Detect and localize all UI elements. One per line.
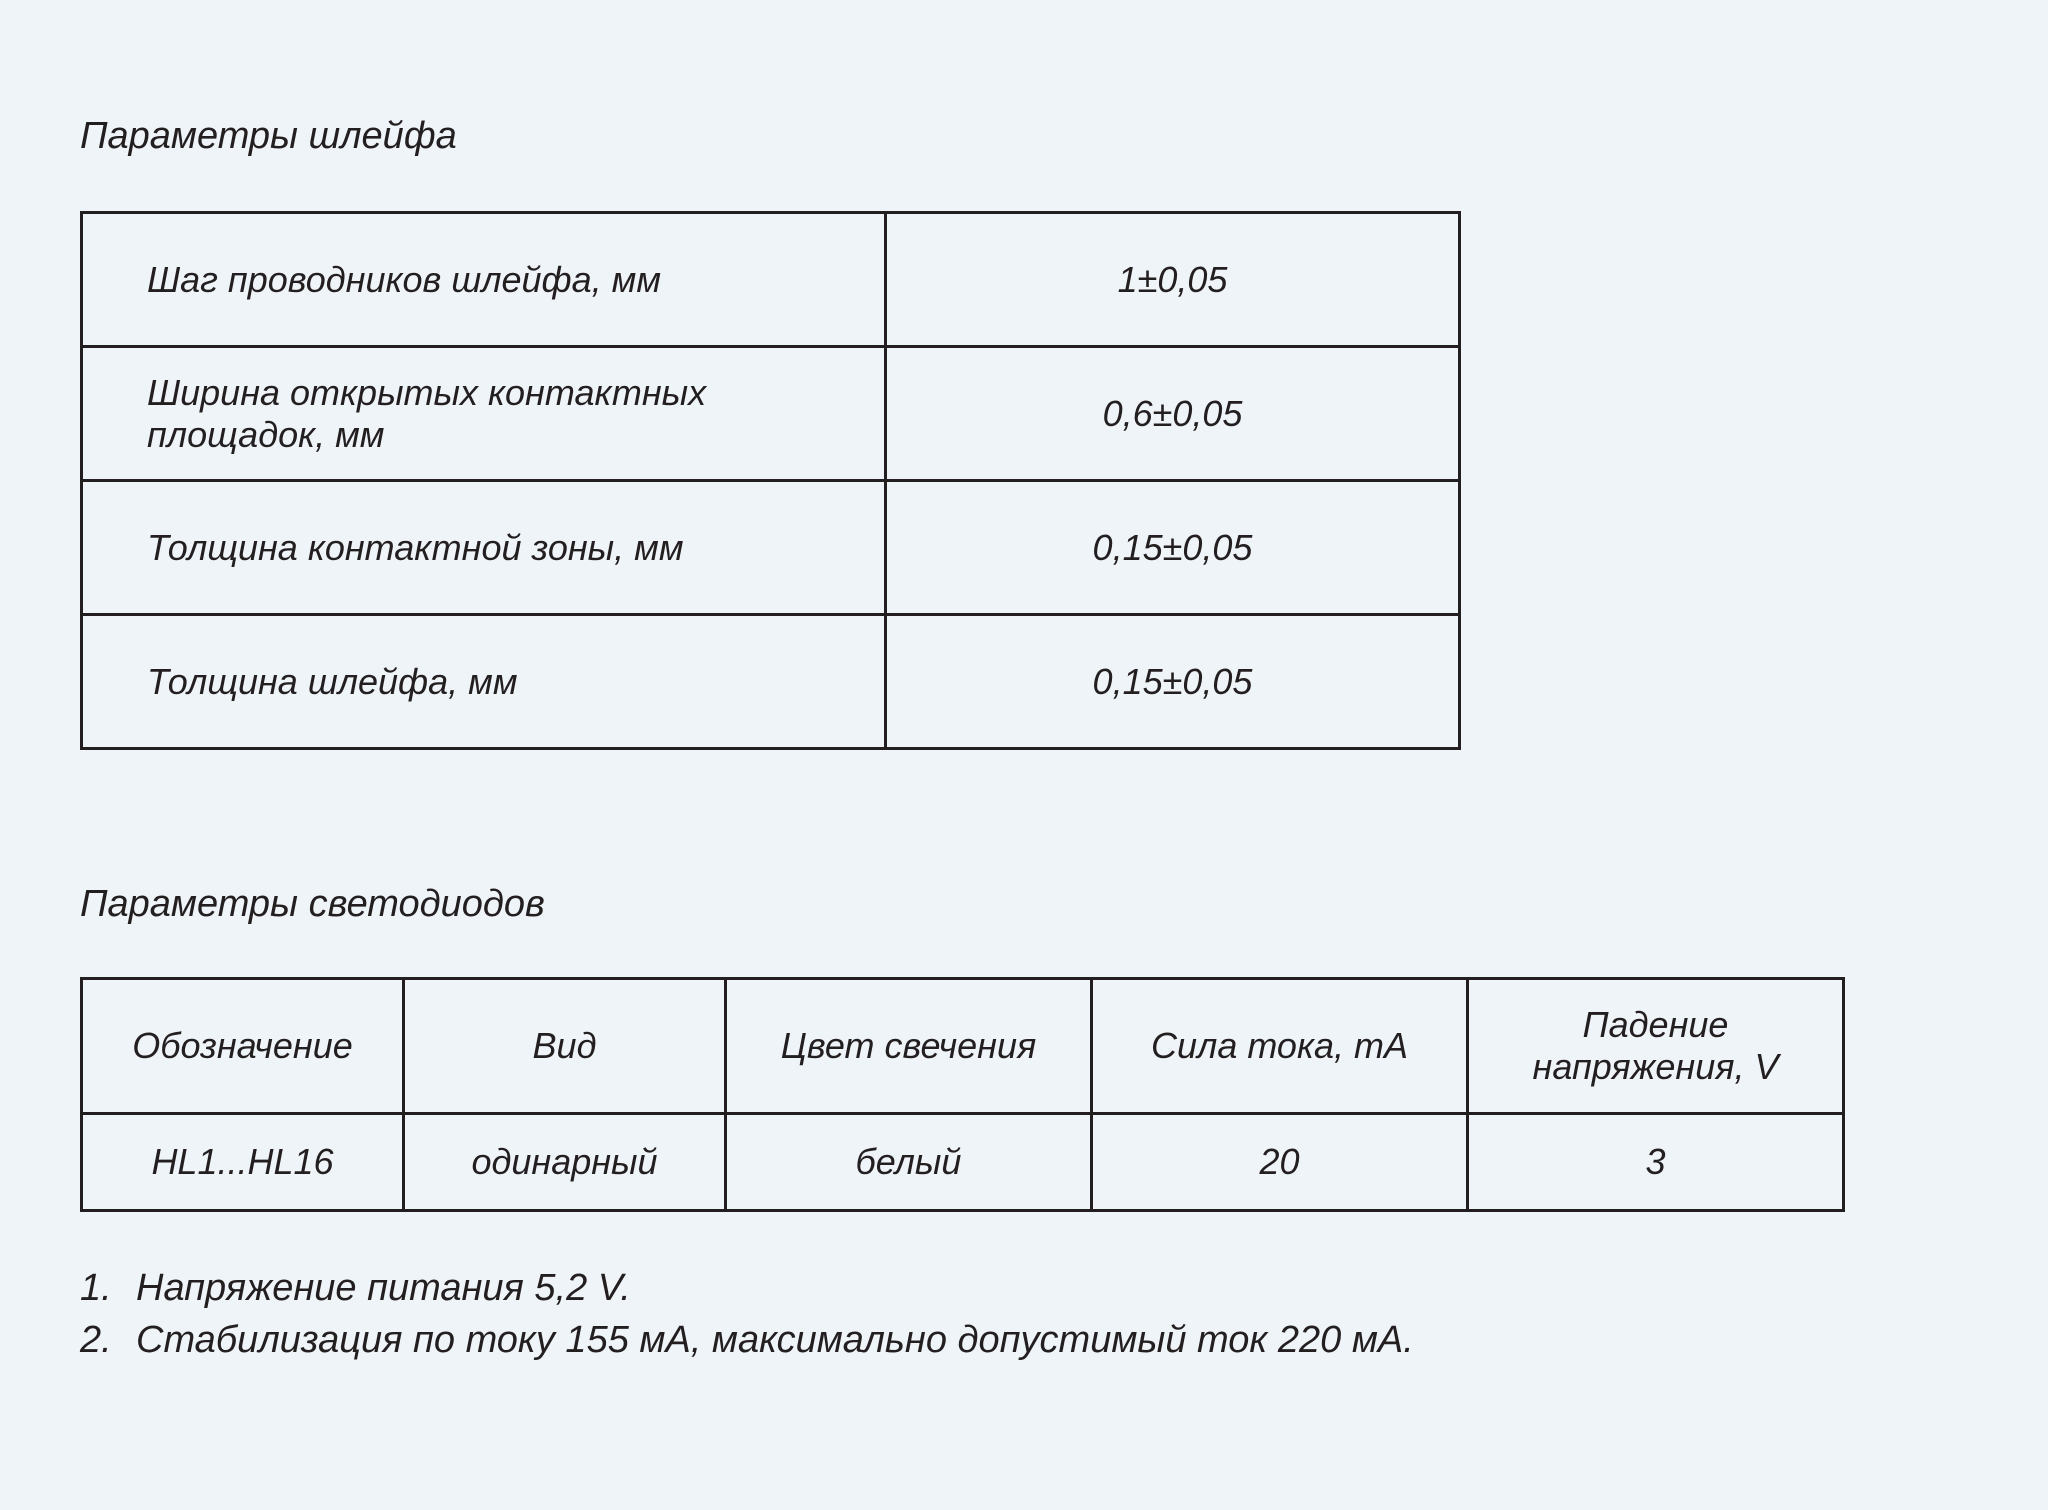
table-row <box>82 347 1460 481</box>
note-item <box>80 1314 1414 1366</box>
note-text: Напряжение питания 5,2 V. <box>136 1267 631 1309</box>
table-row <box>82 213 1460 347</box>
cable-parameters-table <box>80 211 1461 750</box>
column-header-designation: Обозначение <box>82 979 404 1114</box>
cell-designation: HL1...HL16 <box>82 1114 404 1211</box>
parameter-name: Толщина шлейфа, мм <box>82 615 886 749</box>
column-header-voltage-drop: Падение напряжения, V <box>1468 979 1844 1114</box>
cable-parameters-title: Параметры шлейфа <box>80 115 457 157</box>
cell-current: 20 <box>1092 1114 1468 1211</box>
note-text: Стабилизация по току 155 мА, максимально допустимый ток 220 мА. <box>136 1319 1414 1361</box>
parameter-value: 0,15±0,05 <box>886 481 1460 615</box>
led-parameters-title: Параметры светодиодов <box>80 883 545 925</box>
cell-type: одинарный <box>404 1114 726 1211</box>
table-row <box>82 615 1460 749</box>
column-header-type: Вид <box>404 979 726 1114</box>
parameter-value: 0,15±0,05 <box>886 615 1460 749</box>
parameter-name: Ширина открытых контактных площадок, мм <box>82 347 886 481</box>
parameter-name: Толщина контактной зоны, мм <box>82 481 886 615</box>
cell-voltage-drop: 3 <box>1468 1114 1844 1211</box>
note-number: 1. <box>80 1267 112 1309</box>
parameter-name: Шаг проводников шлейфа, мм <box>82 213 886 347</box>
column-header-color: Цвет свечения <box>726 979 1092 1114</box>
parameter-value: 1±0,05 <box>886 213 1460 347</box>
note-number: 2. <box>80 1319 112 1361</box>
notes-list <box>80 1262 1414 1366</box>
led-parameters-table <box>80 977 1845 1212</box>
column-header-current: Сила тока, mA <box>1092 979 1468 1114</box>
parameter-value: 0,6±0,05 <box>886 347 1460 481</box>
table-row <box>82 481 1460 615</box>
table-header-row <box>82 979 1844 1114</box>
cell-color: белый <box>726 1114 1092 1211</box>
table-row <box>82 1114 1844 1211</box>
note-item <box>80 1262 1414 1314</box>
